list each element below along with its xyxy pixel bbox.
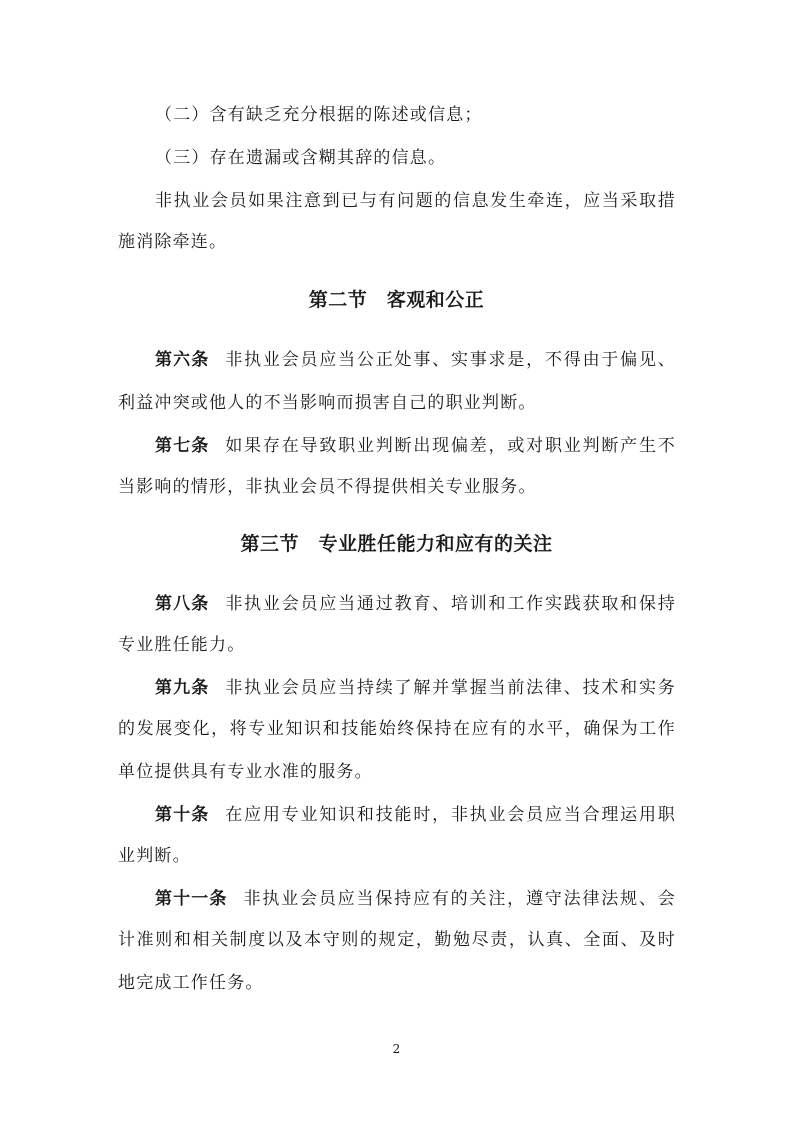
article-text: 非执业会员应当公正处事、实事求是，不得由于偏见、 <box>225 350 676 370</box>
page-number: 2 <box>392 1042 401 1056</box>
article-label: 第六条 <box>155 350 210 370</box>
article-9-line <box>155 678 676 698</box>
article-6-line <box>155 350 676 370</box>
article-text: 非执业会员应当保持应有的关注，遵守法律法规、会 <box>243 889 676 909</box>
paragraph-line: 地完成工作任务。 <box>118 973 264 993</box>
paragraph-line: 业判断。 <box>118 846 191 866</box>
article-label: 第九条 <box>155 678 210 698</box>
article-text: 非执业会员应当通过教育、培训和工作实践获取和保持 <box>225 594 676 614</box>
article-text: 如果存在导致职业判断出现偏差，或对职业判断产生不 <box>225 436 676 456</box>
paragraph-line: 利益冲突或他人的不当影响而损害自己的职业判断。 <box>118 393 537 413</box>
paragraph-line: 单位提供具有专业水准的服务。 <box>118 762 373 782</box>
section-heading-3: 第三节 专业胜任能力和应有的关注 <box>240 533 553 555</box>
paragraph-line: 计准则和相关制度以及本守则的规定，勤勉尽责，认真、全面、及时 <box>118 930 676 950</box>
article-7-line <box>155 436 676 456</box>
article-label: 第七条 <box>155 436 210 456</box>
list-item-3: （三）存在遗漏或含糊其辞的信息。 <box>155 148 447 168</box>
article-label: 第八条 <box>155 594 210 614</box>
article-text: 非执业会员应当持续了解并掌握当前法律、技术和实务 <box>225 678 676 698</box>
article-label: 第十一条 <box>155 889 228 909</box>
article-text: 在应用专业知识和技能时，非执业会员应当合理运用职 <box>225 805 676 825</box>
paragraph-line: 施消除牵连。 <box>118 232 228 252</box>
section-heading-2: 第二节 客观和公正 <box>308 289 485 311</box>
article-10-line <box>155 805 676 825</box>
article-8-line <box>155 594 676 614</box>
paragraph-line: 非执业会员如果注意到已与有问题的信息发生牵连，应当采取措 <box>155 191 676 211</box>
article-11-line <box>155 889 676 909</box>
article-label: 第十条 <box>155 805 210 825</box>
list-item-2: （二）含有缺乏充分根据的陈述或信息； <box>155 105 483 125</box>
paragraph-line: 专业胜任能力。 <box>118 635 246 655</box>
paragraph-line: 当影响的情形，非执业会员不得提供相关专业服务。 <box>118 477 537 497</box>
paragraph-line: 的发展变化，将专业知识和技能始终保持在应有的水平，确保为工作 <box>118 719 676 739</box>
